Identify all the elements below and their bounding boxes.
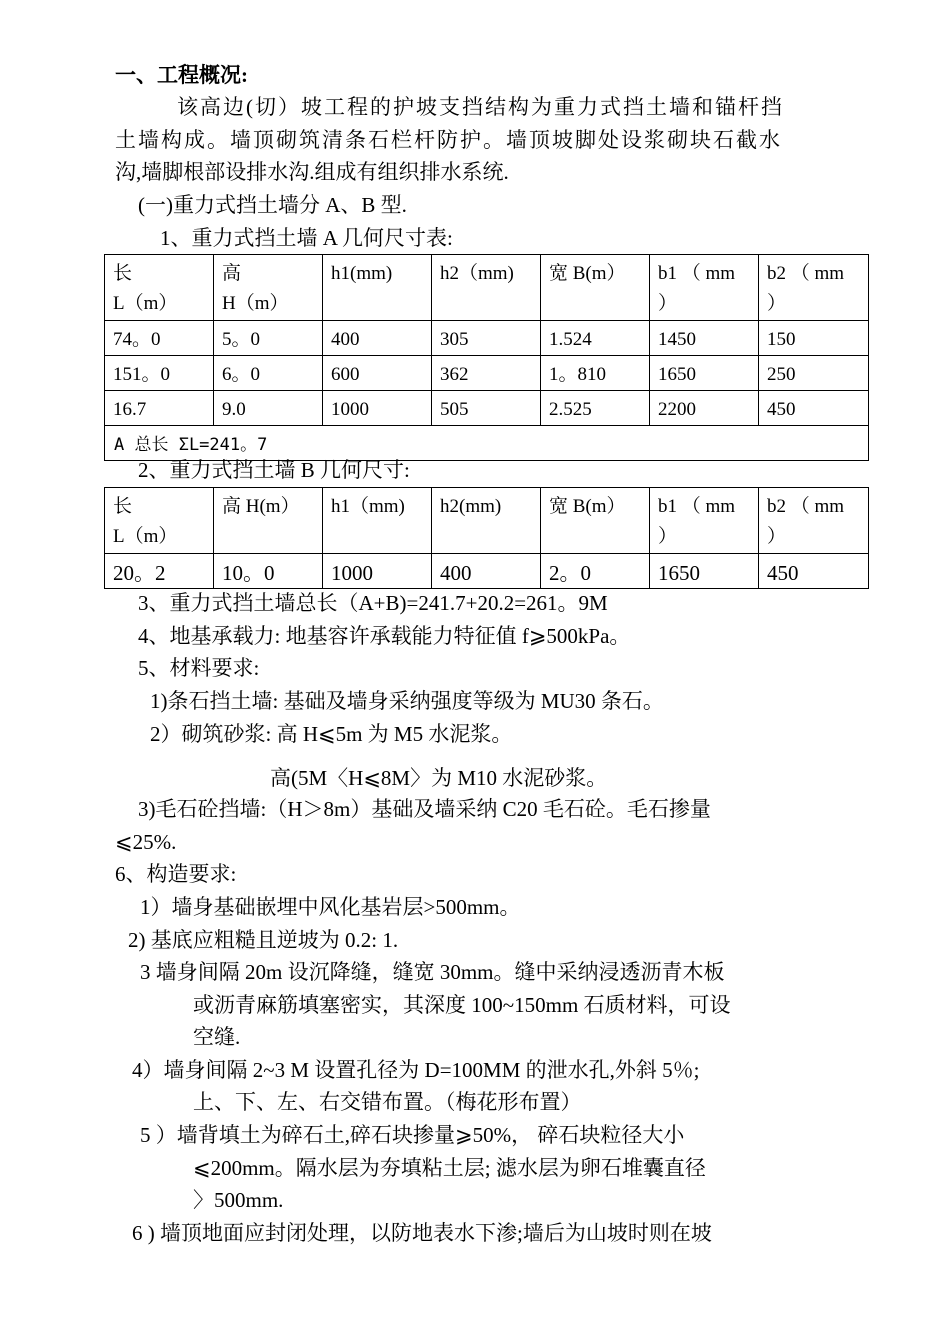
item-5-1: 1)条石挡土墙: 基础及墙身采纳强度等级为 MU30 条石。 <box>150 689 664 713</box>
table-cell: 305 <box>432 321 541 356</box>
item-6: 6、构造要求: <box>115 862 237 886</box>
table-cell: 1000 <box>323 391 432 426</box>
header-cell: h1(mm) <box>323 255 432 321</box>
construction-4-line-2: 上、下、左、右交错布置。（梅花形布置） <box>193 1090 582 1114</box>
table-row <box>105 554 869 589</box>
table-cell: 1。810 <box>541 356 650 391</box>
item-4: 4、地基承载力: 地基容许承载能力特征值 f⩾500kPa。 <box>138 624 631 648</box>
construction-5-line-3: 〉500mm. <box>193 1188 284 1212</box>
intro-line-3: 沟,墙脚根部设排水沟.组成有组织排水系统. <box>115 160 509 184</box>
construction-3-line-2: 或沥青麻筋填塞密实，其深度 100~150mm 石质材料，可设 <box>193 993 731 1017</box>
table-cell: 2。0 <box>541 554 650 589</box>
header-cell: b1 （ mm ） <box>650 488 759 554</box>
table-cell: 600 <box>323 356 432 391</box>
table-b-caption: 2、重力式挡土墙 B 几何尺寸: <box>138 458 410 482</box>
table-cell: 20。2 <box>105 554 214 589</box>
table-b-header-row <box>105 488 869 554</box>
item-5-3-continued: ⩽25%. <box>115 830 177 854</box>
table-cell: 400 <box>323 321 432 356</box>
item-5: 5、材料要求: <box>138 656 260 680</box>
header-cell: b2 （ mm ） <box>759 255 869 321</box>
table-cell: 450 <box>759 554 869 589</box>
table-cell: 2200 <box>650 391 759 426</box>
header-cell: b1 （ mm ） <box>650 255 759 321</box>
header-cell: h2（mm) <box>432 255 541 321</box>
table-a-caption: 1、重力式挡土墙 A 几何尺寸表: <box>160 226 453 250</box>
item-3: 3、重力式挡土墙总长（A+B)=241.7+20.2=261。9M <box>138 591 608 615</box>
table-cell: 1.524 <box>541 321 650 356</box>
header-cell: 宽 B(m） <box>541 255 650 321</box>
total-length: A 总长 ΣL=241。7 <box>105 426 869 461</box>
table-cell: 151。0 <box>105 356 214 391</box>
table-cell: 505 <box>432 391 541 426</box>
table-cell: 5。0 <box>214 321 323 356</box>
construction-3: 3 墙身间隔 20m 设沉降缝，缝宽 30mm。缝中采纳浸透沥青木板 <box>140 960 725 984</box>
header-cell: h2(mm) <box>432 488 541 554</box>
header-cell: h1（mm) <box>323 488 432 554</box>
header-cell: b2 （ mm ） <box>759 488 869 554</box>
intro-line-2: 土墙构成。墙顶砌筑清条石栏杆防护。墙顶坡脚处设浆砌块石截水 <box>115 128 782 152</box>
intro-line-1: 该高边(切）坡工程的护坡支挡结构为重力式挡土墙和锚杆挡 <box>177 95 784 119</box>
table-cell: 362 <box>432 356 541 391</box>
table-cell: 1000 <box>323 554 432 589</box>
construction-5-line-2: ⩽200mm。隔水层为夯填粘土层; 滤水层为卵石堆囊直径 <box>193 1156 706 1180</box>
construction-4: 4）墙身间隔 2~3 M 设置孔径为 D=100MM 的泄水孔,外斜 5％; <box>132 1058 700 1082</box>
table-cell: 1650 <box>650 554 759 589</box>
section-1-title: (一)重力式挡土墙分 A、B 型. <box>138 193 407 217</box>
item-5-2: 2）砌筑砂浆: 高 H⩽5m 为 M5 水泥浆。 <box>150 722 513 746</box>
table-row <box>105 391 869 426</box>
table-cell: 250 <box>759 356 869 391</box>
construction-3-line-3: 空缝. <box>193 1025 241 1049</box>
header-cell: 宽 B(m） <box>541 488 650 554</box>
table-cell: 6。0 <box>214 356 323 391</box>
table-b <box>104 487 869 589</box>
table-cell: 450 <box>759 391 869 426</box>
table-row <box>105 356 869 391</box>
table-cell: 10。0 <box>214 554 323 589</box>
header-cell: 高 H（m） <box>214 255 323 321</box>
table-cell: 74。0 <box>105 321 214 356</box>
table-cell: 16.7 <box>105 391 214 426</box>
construction-5: 5 ）墙背填土为碎石土,碎石块掺量⩾50%， 碎石块粒径大小 <box>140 1123 685 1147</box>
table-a-header-row <box>105 255 869 321</box>
table-row <box>105 321 869 356</box>
construction-2: 2) 基底应粗糙且逆坡为 0.2: 1. <box>128 928 399 952</box>
header-cell: 长 L（m） <box>105 488 214 554</box>
section-heading: 一、工程概况: <box>115 63 248 87</box>
table-cell: 9.0 <box>214 391 323 426</box>
construction-1: 1）墙身基础嵌埋中风化基岩层>500mm。 <box>140 895 521 919</box>
header-cell: 长 L（m） <box>105 255 214 321</box>
item-5-2-continued: 高(5M〈H⩽8M〉为 M10 水泥砂浆。 <box>270 766 608 790</box>
table-cell: 400 <box>432 554 541 589</box>
table-cell: 1450 <box>650 321 759 356</box>
table-cell: 2.525 <box>541 391 650 426</box>
table-a <box>104 254 869 461</box>
table-cell: 150 <box>759 321 869 356</box>
construction-6: 6 ) 墙顶地面应封闭处理，以防地表水下渗;墙后为山坡时则在坡 <box>132 1221 712 1245</box>
item-5-3: 3)毛石砼挡墙:（H＞8m）基础及墙采纳 C20 毛石砼。毛石掺量 <box>138 797 711 821</box>
table-cell: 1650 <box>650 356 759 391</box>
header-cell: 高 H(m） <box>214 488 323 554</box>
